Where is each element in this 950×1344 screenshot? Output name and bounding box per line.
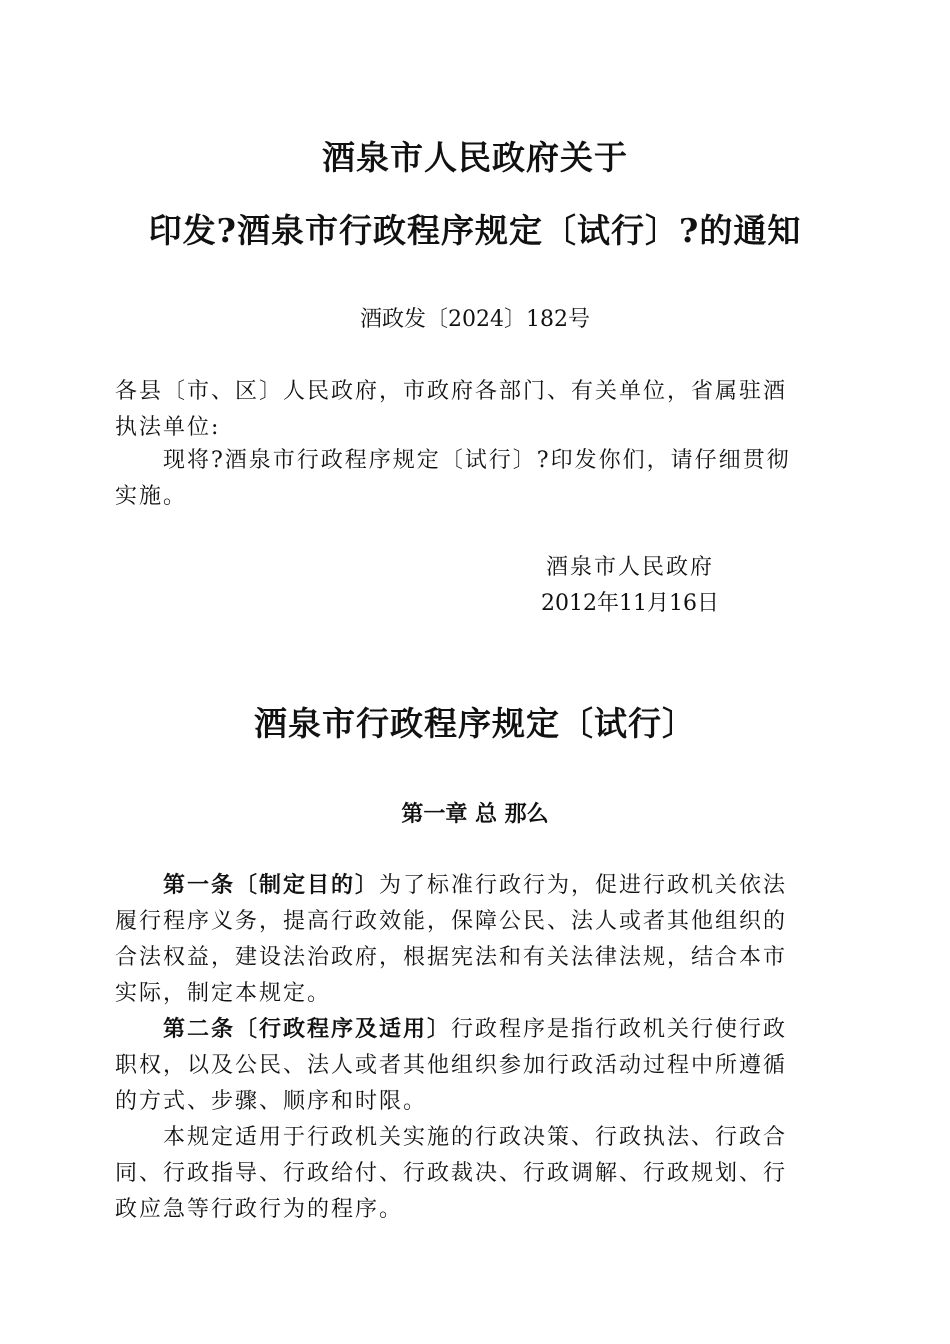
notice-body-line: 现将?酒泉市行政程序规定〔试行〕?印发你们，请仔细贯彻 xyxy=(163,448,791,473)
article-1-line: 实际，制定本规定。 xyxy=(115,981,332,1006)
salutation-line: 执法单位: xyxy=(115,415,221,440)
article-1-text: 为了标准行政行为，促进行政机关依法 xyxy=(379,873,788,898)
article-2-line: 职权，以及公民、法人或者其他组织参加行政活动过程中所遵循 xyxy=(115,1053,788,1078)
chapter-heading: 第一章 总 那么 xyxy=(401,802,549,827)
article-2-text: 行政程序是指行政机关行使行政 xyxy=(451,1017,788,1042)
regulation-title: 酒泉市行政程序规定〔试行〕 xyxy=(254,704,696,743)
document-number: 酒政发〔2024〕182号 xyxy=(360,307,590,332)
article-1-line: 合法权益，建设法治政府，根据宪法和有关法律法规，结合本市 xyxy=(115,945,788,970)
article-2-heading: 第二条〔行政程序及适用〕 xyxy=(163,1017,452,1042)
article-2-line: 的方式、步骤、顺序和时限。 xyxy=(115,1089,428,1114)
article-2-paragraph-2-line: 政应急等行政行为的程序。 xyxy=(115,1197,404,1222)
notice-body-line: 实施。 xyxy=(115,484,188,509)
notice-body xyxy=(115,443,837,515)
article-1-line xyxy=(115,868,837,904)
salutation xyxy=(115,374,837,446)
regulation-articles xyxy=(115,868,837,1228)
article-1-line: 履行程序义务，提高行政效能，保障公民、法人或者其他组织的 xyxy=(115,909,788,934)
article-1-heading: 第一条〔制定目的〕 xyxy=(163,873,380,898)
article-2-paragraph-2-line: 本规定适用于行政机关实施的行政决策、行政执法、行政合 xyxy=(163,1125,788,1150)
article-2-line xyxy=(115,1012,837,1048)
signature-date: 2012年11月16日 xyxy=(541,591,719,616)
signer-name: 酒泉市人民政府 xyxy=(545,555,714,580)
notice-title-line-2: 印发?酒泉市行政程序规定〔试行〕?的通知 xyxy=(148,211,802,250)
salutation-line: 各县〔市、区〕人民政府，市政府各部门、有关单位，省属驻酒 xyxy=(115,379,788,404)
notice-title-line-1: 酒泉市人民政府关于 xyxy=(322,138,628,177)
article-2-paragraph-2-line: 同、行政指导、行政给付、行政裁决、行政调解、行政规划、行 xyxy=(115,1161,788,1186)
